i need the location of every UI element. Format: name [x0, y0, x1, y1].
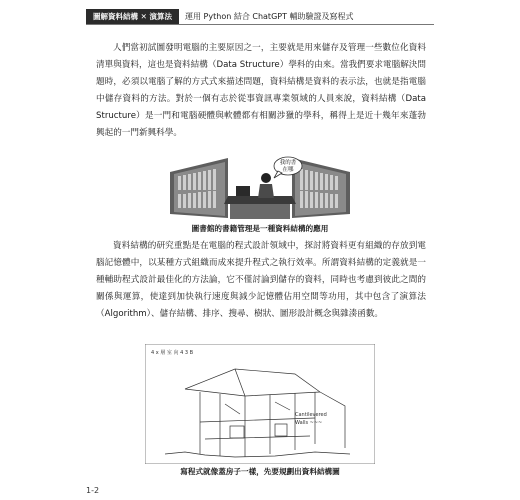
intro-paragraph [96, 40, 426, 142]
sketch-note-3: Walls ~~~ [295, 420, 323, 426]
library-illustration [170, 152, 350, 222]
book-title-tab: 圖解資料結構 ✕ 演算法 [86, 9, 179, 24]
sketch-note-1: 4 x 層 室 向 4 3 B [151, 350, 194, 356]
sketch-note-2: Cantilevered [295, 412, 327, 418]
book-subtitle: 運用 Python 結合 ChatGPT 輔助驗證及寫程式 [185, 12, 354, 21]
figure-caption: 寫程式就像蓋房子一樣，先要規劃出資料結構圖 [180, 467, 340, 476]
speech-bubble-line-1: 我的書 [279, 160, 297, 166]
body-paragraph [96, 238, 426, 323]
running-header [86, 9, 354, 24]
speech-bubble-line-2: 在哪 [282, 167, 294, 173]
paragraph-text: 資料結構的研究重點是在電腦的程式設計領域中，探討將資料更有組織的存放到電腦記憶體中，以某種方式組織而成來提升程式之執行效率。所謂資料結構的定義就是一種輔助程式設計最佳化的方法論，它不僅討論到儲存的資料，同時也考慮到彼此之間的關係與運算，使達到加快執行速度與減少記憶體佔用空間等功用，其中包含了演算法（Algorithm）、儲存結構、排序、搜尋、樹狀、圖形設計概念與雜湊函數。 [96, 241, 426, 319]
header-rule [86, 24, 434, 25]
house-sketch-illustration [145, 344, 375, 464]
page-number: 1-2 [86, 486, 100, 495]
figure-caption: 圖書館的書籍管理是一種資料結構的應用 [191, 224, 329, 233]
paragraph-text: 人們當初試圖發明電腦的主要原因之一，主要就是用來儲存及管理一些數位化資料清單與資料，這也是資料結構（Data Structure）學科的由來。當我們要求電腦解決問題時，必須以電腦了解的方式式來描述問題，資料結構是資料的表示法，也就是指電腦中儲存資料的方法。對於一個有志於從事資訊專業領域的人員來說，資料結構（Data Structure）是一門和電腦硬體與軟體都有相關涉獵的學科，稱得上是近十幾年來蓬勃興起的一門新興科學。 [96, 43, 426, 138]
